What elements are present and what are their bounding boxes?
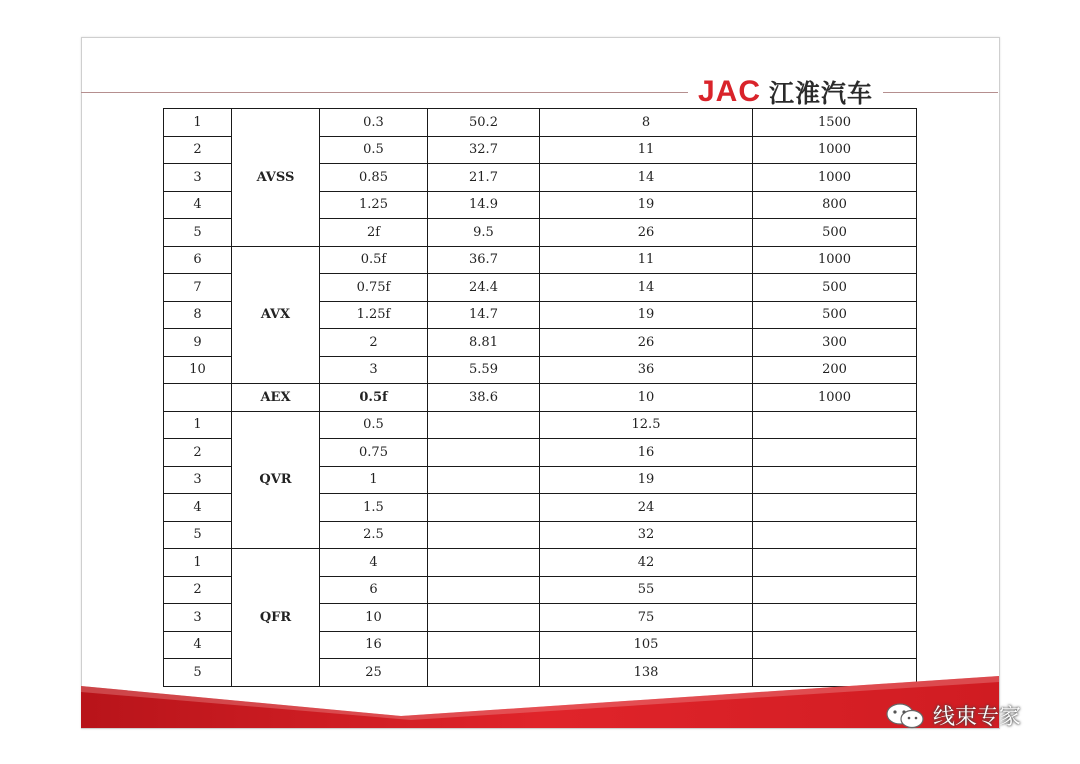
current-cell: 75 <box>540 604 753 632</box>
current-cell: 138 <box>540 659 753 687</box>
wire-type-cell: QVR <box>232 411 320 549</box>
current-cell: 11 <box>540 136 753 164</box>
current-cell: 16 <box>540 439 753 467</box>
size-cell: 25 <box>320 659 428 687</box>
size-cell: 2.5 <box>320 521 428 549</box>
resistance-cell <box>428 466 540 494</box>
table-row <box>164 109 917 137</box>
current-cell: 26 <box>540 219 753 247</box>
row-number-cell: 1 <box>164 549 232 577</box>
current-cell: 55 <box>540 576 753 604</box>
current-cell: 19 <box>540 466 753 494</box>
wire-type-cell: AEX <box>232 384 320 412</box>
value-cell <box>753 494 917 522</box>
value-cell: 500 <box>753 274 917 302</box>
value-cell: 1000 <box>753 246 917 274</box>
wire-type-cell: QFR <box>232 549 320 687</box>
value-cell <box>753 576 917 604</box>
jac-logo <box>688 76 883 108</box>
current-cell: 19 <box>540 191 753 219</box>
current-cell: 12.5 <box>540 411 753 439</box>
size-cell: 2f <box>320 219 428 247</box>
size-cell: 0.5f <box>320 384 428 412</box>
resistance-cell: 14.9 <box>428 191 540 219</box>
table-row <box>164 549 917 577</box>
current-cell: 26 <box>540 329 753 357</box>
row-number-cell: 3 <box>164 466 232 494</box>
current-cell: 105 <box>540 631 753 659</box>
resistance-cell <box>428 604 540 632</box>
row-number-cell: 9 <box>164 329 232 357</box>
value-cell <box>753 411 917 439</box>
current-cell: 11 <box>540 246 753 274</box>
row-number-cell: 7 <box>164 274 232 302</box>
resistance-cell <box>428 439 540 467</box>
row-number-cell: 10 <box>164 356 232 384</box>
current-cell: 14 <box>540 274 753 302</box>
row-number-cell: 1 <box>164 411 232 439</box>
size-cell: 0.85 <box>320 164 428 192</box>
resistance-cell: 8.81 <box>428 329 540 357</box>
wire-spec-table <box>163 108 917 687</box>
value-cell: 500 <box>753 301 917 329</box>
resistance-cell: 36.7 <box>428 246 540 274</box>
size-cell: 0.75f <box>320 274 428 302</box>
row-number-cell: 2 <box>164 576 232 604</box>
value-cell: 1000 <box>753 136 917 164</box>
row-number-cell: 4 <box>164 494 232 522</box>
wire-type-cell: AVX <box>232 246 320 384</box>
value-cell: 200 <box>753 356 917 384</box>
watermark-text: 线束专家 <box>933 705 1022 730</box>
value-cell: 500 <box>753 219 917 247</box>
current-cell: 10 <box>540 384 753 412</box>
row-number-cell: 5 <box>164 521 232 549</box>
value-cell <box>753 439 917 467</box>
size-cell: 1.25 <box>320 191 428 219</box>
size-cell: 0.5 <box>320 411 428 439</box>
resistance-cell: 32.7 <box>428 136 540 164</box>
row-number-cell: 2 <box>164 439 232 467</box>
size-cell: 0.5f <box>320 246 428 274</box>
size-cell: 1.5 <box>320 494 428 522</box>
size-cell: 2 <box>320 329 428 357</box>
value-cell: 1000 <box>753 164 917 192</box>
logo-latin: JAC <box>698 75 762 108</box>
size-cell: 3 <box>320 356 428 384</box>
row-number-cell: 8 <box>164 301 232 329</box>
size-cell: 1 <box>320 466 428 494</box>
row-number-cell: 5 <box>164 659 232 687</box>
resistance-cell <box>428 631 540 659</box>
resistance-cell: 38.6 <box>428 384 540 412</box>
table-row <box>164 411 917 439</box>
current-cell: 24 <box>540 494 753 522</box>
wechat-icon <box>885 701 925 731</box>
value-cell: 1500 <box>753 109 917 137</box>
value-cell <box>753 521 917 549</box>
row-number-cell: 3 <box>164 604 232 632</box>
value-cell <box>753 549 917 577</box>
current-cell: 19 <box>540 301 753 329</box>
resistance-cell <box>428 494 540 522</box>
current-cell: 42 <box>540 549 753 577</box>
watermark <box>885 700 1021 731</box>
value-cell: 1000 <box>753 384 917 412</box>
table-body <box>164 109 917 687</box>
current-cell: 32 <box>540 521 753 549</box>
resistance-cell <box>428 521 540 549</box>
resistance-cell <box>428 576 540 604</box>
resistance-cell: 50.2 <box>428 109 540 137</box>
size-cell: 0.5 <box>320 136 428 164</box>
red-swoosh-decoration <box>81 676 999 728</box>
row-number-cell: 4 <box>164 631 232 659</box>
value-cell <box>753 466 917 494</box>
table-row <box>164 246 917 274</box>
resistance-cell <box>428 549 540 577</box>
resistance-cell: 14.7 <box>428 301 540 329</box>
size-cell: 4 <box>320 549 428 577</box>
row-number-cell: 1 <box>164 109 232 137</box>
size-cell: 16 <box>320 631 428 659</box>
row-number-cell: 5 <box>164 219 232 247</box>
resistance-cell: 21.7 <box>428 164 540 192</box>
row-number-cell: 3 <box>164 164 232 192</box>
resistance-cell: 5.59 <box>428 356 540 384</box>
size-cell: 6 <box>320 576 428 604</box>
logo-chinese: 江淮汽车 <box>769 79 874 108</box>
wire-type-cell: AVSS <box>232 109 320 247</box>
row-number-cell: 2 <box>164 136 232 164</box>
table-row <box>164 384 917 412</box>
size-cell: 0.3 <box>320 109 428 137</box>
row-number-cell <box>164 384 232 412</box>
value-cell <box>753 604 917 632</box>
size-cell: 10 <box>320 604 428 632</box>
row-number-cell: 4 <box>164 191 232 219</box>
current-cell: 8 <box>540 109 753 137</box>
value-cell: 300 <box>753 329 917 357</box>
size-cell: 1.25f <box>320 301 428 329</box>
row-number-cell: 6 <box>164 246 232 274</box>
current-cell: 14 <box>540 164 753 192</box>
resistance-cell: 9.5 <box>428 219 540 247</box>
resistance-cell <box>428 411 540 439</box>
resistance-cell: 24.4 <box>428 274 540 302</box>
value-cell: 800 <box>753 191 917 219</box>
size-cell: 0.75 <box>320 439 428 467</box>
value-cell <box>753 631 917 659</box>
current-cell: 36 <box>540 356 753 384</box>
